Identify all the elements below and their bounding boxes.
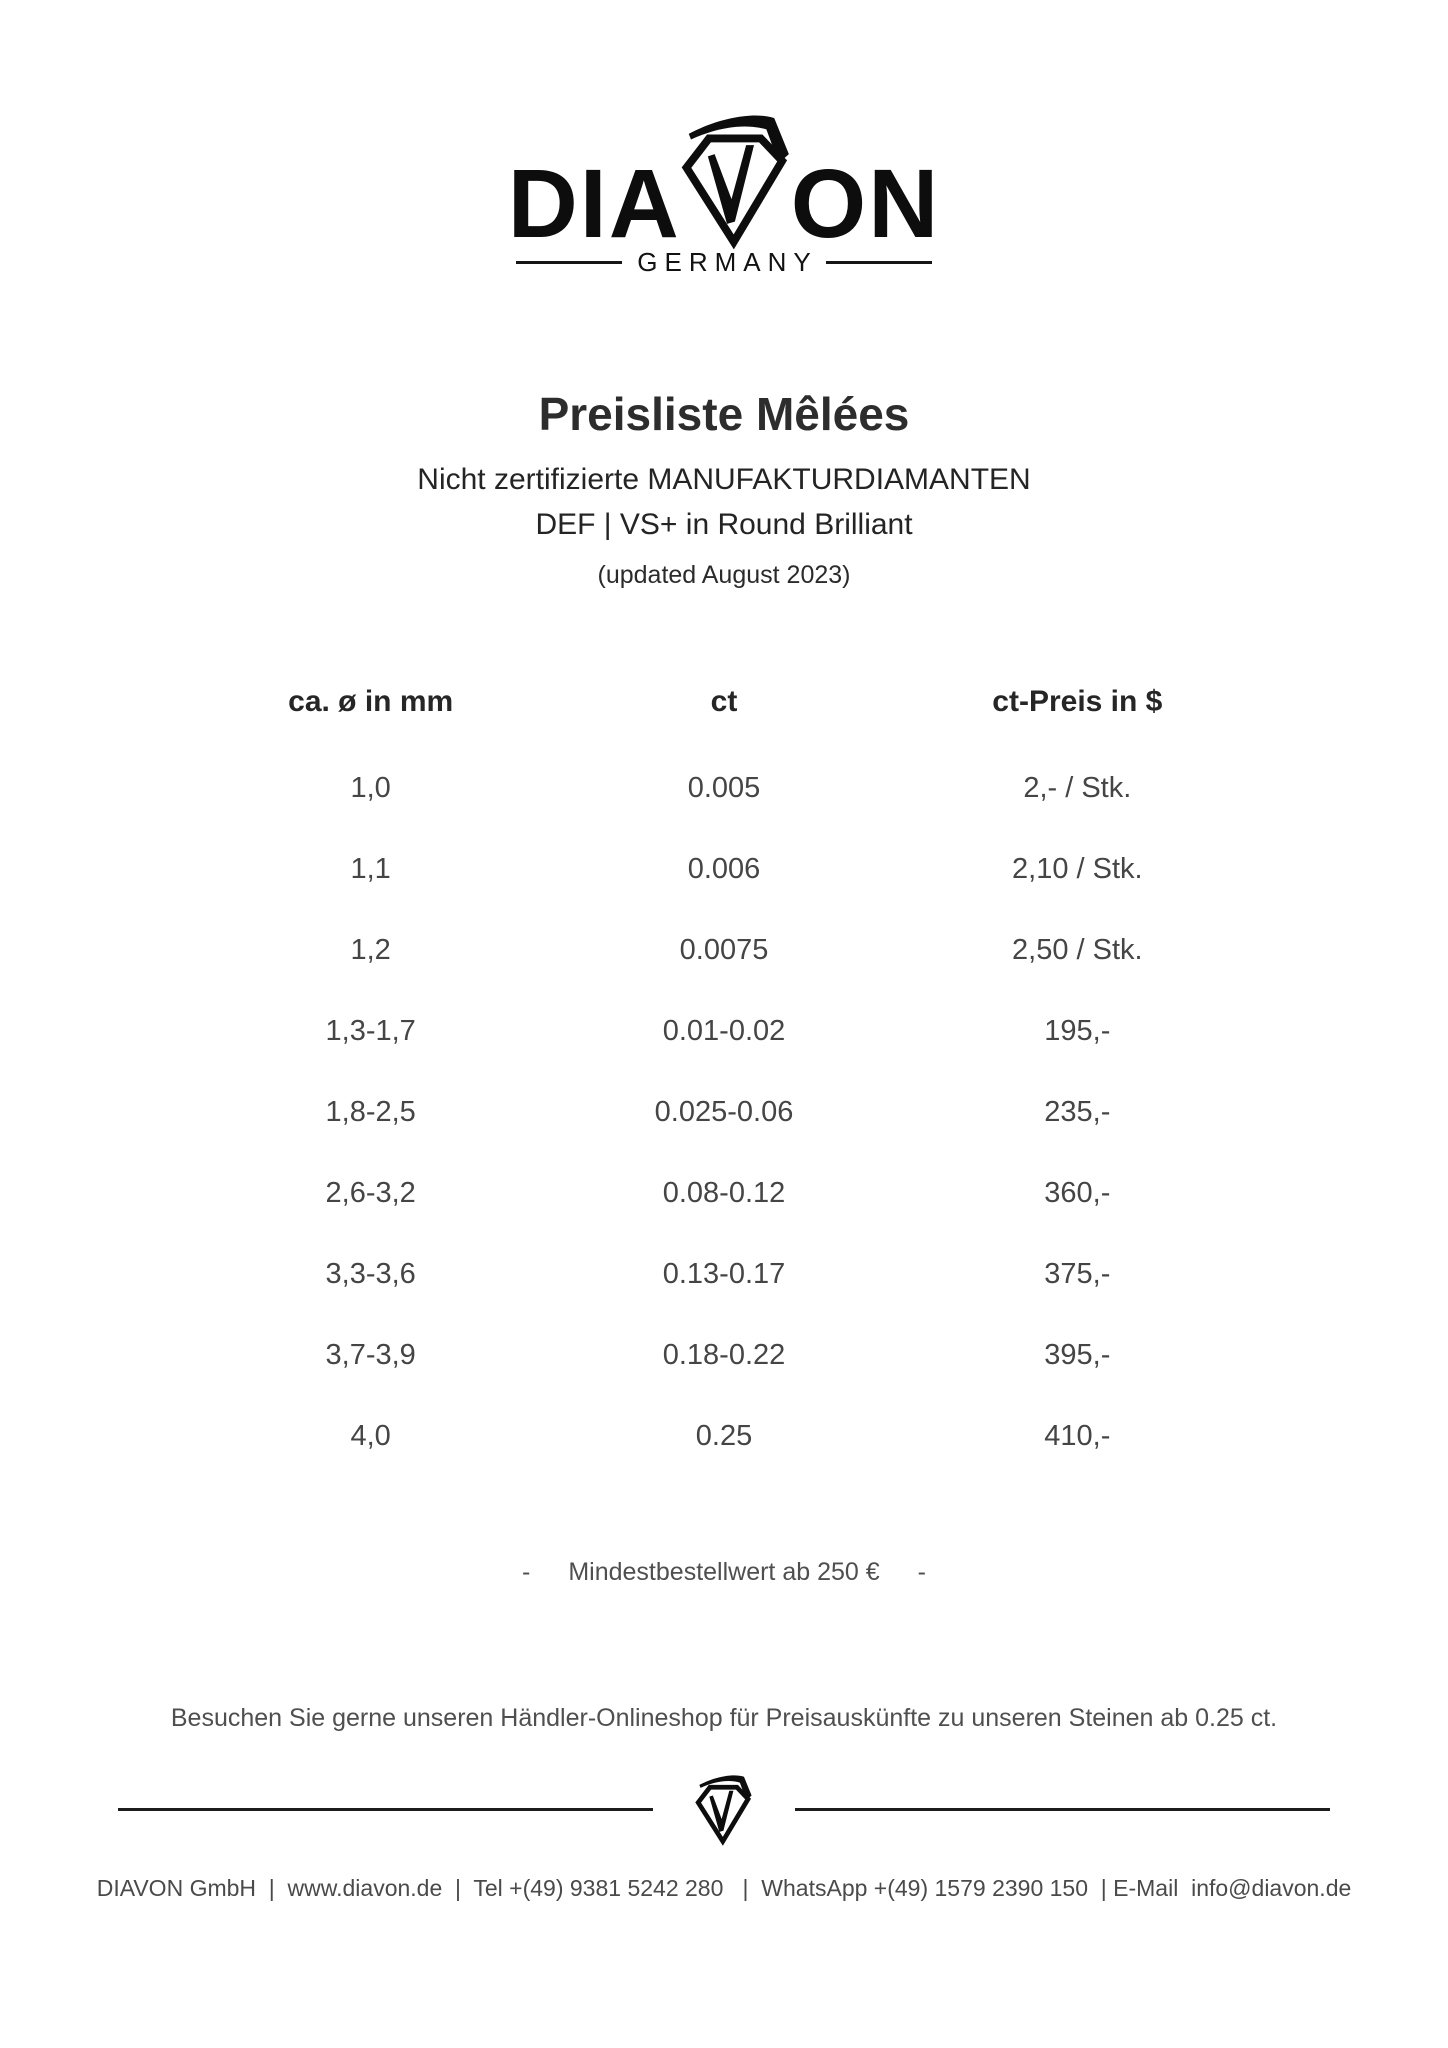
- table-cell: 3,3-3,6: [325, 1258, 416, 1290]
- logo-country-row: [0, 247, 1448, 278]
- table-cell: 1,1: [350, 853, 391, 885]
- table-row: [194, 1072, 1254, 1153]
- table-cell: 375,-: [1044, 1258, 1111, 1290]
- table-cell: 3,7-3,9: [325, 1339, 416, 1371]
- price-table: [194, 680, 1254, 1477]
- table-cell: 1,2: [350, 934, 391, 966]
- table-cell: 2,10 / Stk.: [1012, 853, 1143, 885]
- logo-text-right: ON: [790, 149, 941, 258]
- table-cell: 395,-: [1044, 1339, 1111, 1371]
- diamond-logo-icon: [673, 109, 799, 251]
- page-title: Preisliste Mêlées: [538, 388, 910, 440]
- divider-rule-left: [118, 1808, 653, 1811]
- table-cell: 360,-: [1044, 1177, 1111, 1209]
- table-row: [194, 748, 1254, 829]
- table-cell: 2,50 / Stk.: [1012, 934, 1143, 966]
- minimum-order-note: [0, 1558, 1448, 1586]
- updated-date: (updated August 2023): [597, 561, 851, 589]
- table-cell: 195,-: [1044, 1015, 1111, 1047]
- table-row: [194, 829, 1254, 910]
- min-order-text: Mindestbestellwert ab 250 €: [568, 1558, 880, 1586]
- table-cell: 1,8-2,5: [325, 1096, 416, 1128]
- min-order-dash-right: -: [917, 1558, 926, 1586]
- diamond-divider-icon: [691, 1772, 757, 1846]
- onlineshop-note: Besuchen Sie gerne unseren Händler-Onlineshop für Preisauskünfte zu unseren Steinen ab 0.25 ct.: [170, 1704, 1278, 1732]
- table-row: [194, 1315, 1254, 1396]
- table-cell: 0.025-0.06: [654, 1096, 794, 1128]
- table-row: [194, 1153, 1254, 1234]
- divider-rule-right: [795, 1808, 1330, 1811]
- table-cell: 0.25: [695, 1420, 753, 1452]
- logo-rule-left: [516, 261, 622, 264]
- contact-footer: DIAVON GmbH | www.diavon.de | Tel +(49) 9381 5242 280 | WhatsApp +(49) 1579 2390 150 | E-Mail info@diavon.de: [96, 1875, 1352, 1901]
- table-cell: 4,0: [350, 1420, 391, 1452]
- table-cell: 0.0075: [679, 934, 769, 966]
- brand-logo: [0, 149, 1448, 258]
- table-cell: 1,0: [350, 772, 391, 804]
- logo-rule-right: [826, 261, 932, 264]
- logo-country-label: GERMANY: [637, 247, 818, 277]
- table-cell: 0.18-0.22: [662, 1339, 786, 1371]
- column-header-carat: ct: [710, 685, 738, 718]
- table-row: [194, 1396, 1254, 1477]
- table-cell: 235,-: [1044, 1096, 1111, 1128]
- table-cell: 0.005: [687, 772, 761, 804]
- table-cell: 2,6-3,2: [325, 1177, 416, 1209]
- table-header-row: [194, 680, 1254, 724]
- subtitle-product: Nicht zertifizierte MANUFAKTURDIAMANTEN: [417, 463, 1031, 496]
- table-cell: 0.08-0.12: [662, 1177, 786, 1209]
- table-cell: 1,3-1,7: [325, 1015, 416, 1047]
- table-row: [194, 991, 1254, 1072]
- table-cell: 2,- / Stk.: [1023, 772, 1132, 804]
- table-row: [194, 1234, 1254, 1315]
- table-cell: 0.006: [687, 853, 761, 885]
- table-cell: 0.01-0.02: [662, 1015, 786, 1047]
- min-order-dash-left: -: [522, 1558, 531, 1586]
- table-cell: 0.13-0.17: [662, 1258, 786, 1290]
- table-body: [194, 748, 1254, 1477]
- table-cell: 410,-: [1044, 1420, 1111, 1452]
- column-header-diameter: ca. ø in mm: [288, 685, 454, 718]
- logo-text-left: DIA: [507, 149, 681, 258]
- subtitle-quality: DEF | VS+ in Round Brilliant: [535, 508, 913, 541]
- footer-divider: [0, 1772, 1448, 1846]
- column-header-price: ct-Preis in $: [992, 685, 1163, 718]
- table-row: [194, 910, 1254, 991]
